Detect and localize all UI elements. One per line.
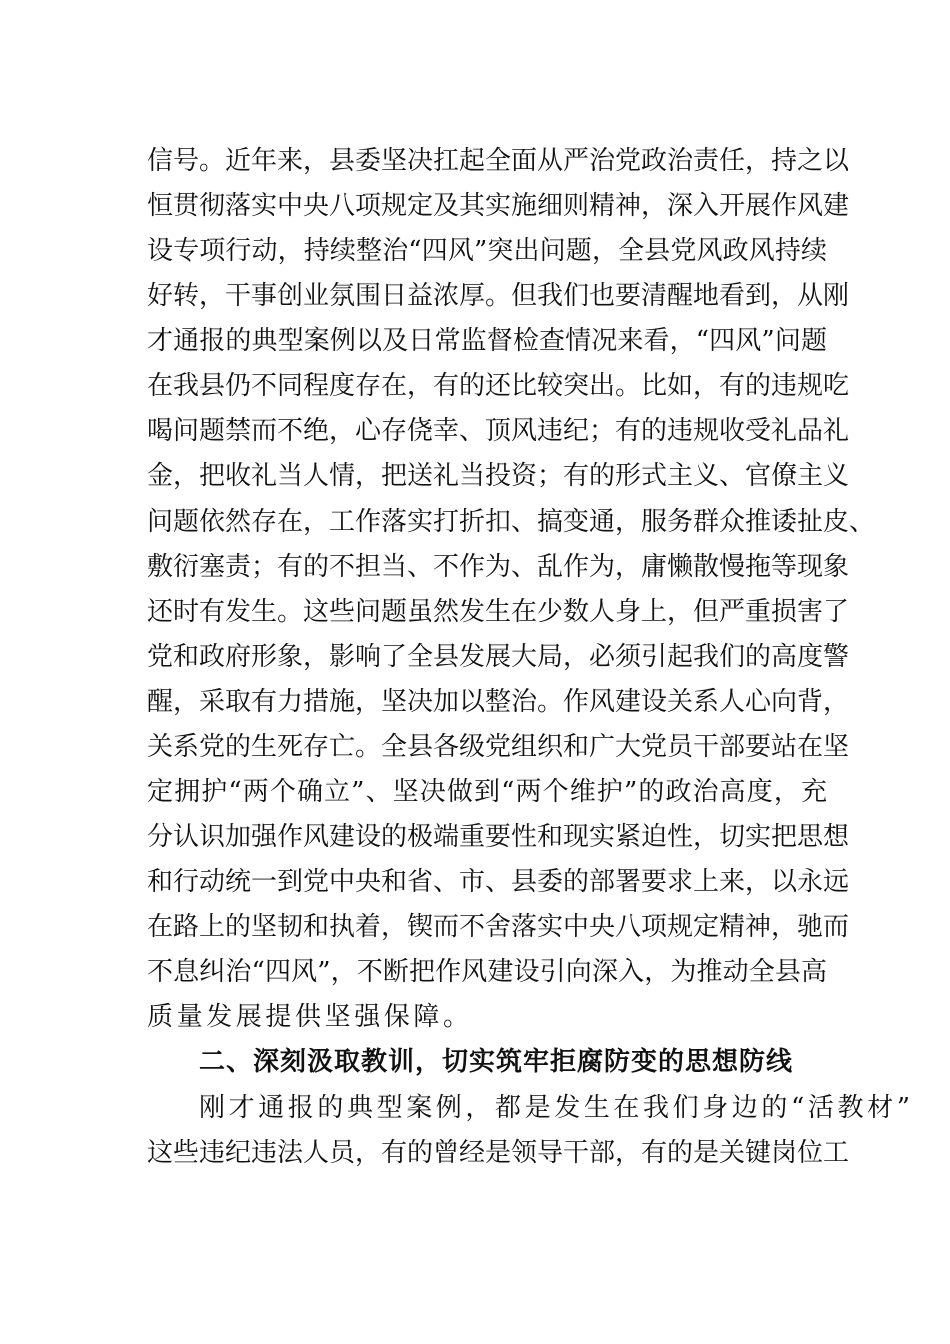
section-heading: 二、深刻汲取教训，切实筑牢拒腐防变的思想防线 [199, 1047, 794, 1077]
body-line: 金，把收礼当人情，把送礼当投资；有的形式主义、官僚主义 [147, 461, 850, 491]
body-line: 好转，干事创业氛围日益浓厚。但我们也要清醒地看到，从刚 [147, 281, 850, 311]
body-line-last: 质量发展提供坚强保障。 [147, 1002, 473, 1032]
body-line: 问题依然存在，工作落实打折扣、搞变通，服务群众推诿扯皮、 [147, 507, 876, 537]
body-line: 信号。近年来，县委坚决扛起全面从严治党政治责任，持之以 [147, 146, 850, 176]
body-line: 和行动统一到党中央和省、市、县委的部署要求上来，以永远 [147, 867, 850, 897]
body-line: 在我县仍不同程度存在，有的还比较突出。比如，有的违规吃 [147, 371, 850, 401]
body-line: 在路上的坚韧和执着，锲而不舍落实中央八项规定精神，驰而 [147, 912, 850, 942]
body-line: 恒贯彻落实中央八项规定及其实施细则精神，深入开展作风建 [147, 191, 850, 221]
body-line: 这些违纪违法人员，有的曾经是领导干部，有的是关键岗位工 [147, 1138, 850, 1168]
body-line: 定拥护“两个确立”、坚决做到“两个维护”的政治高度，充 [147, 777, 827, 807]
body-line: 分认识加强作风建设的极端重要性和现实紧迫性，切实把思想 [147, 822, 850, 852]
body-line: 还时有发生。这些问题虽然发生在少数人身上，但严重损害了 [147, 597, 850, 627]
body-line: 喝问题禁而不绝，心存侥幸、顶风违纪；有的违规收受礼品礼 [147, 416, 850, 446]
body-line: 设专项行动，持续整治“四风”突出问题，全县党风政风持续 [147, 236, 827, 266]
body-line: 不息纠治“四风”，不断把作风建设引向深入，为推动全县高 [147, 957, 827, 987]
body-line: 醒，采取有力措施，坚决加以整治。作风建设关系人心向背， [147, 687, 850, 717]
body-line: 党和政府形象，影响了全县发展大局，必须引起我们的高度警 [147, 642, 850, 672]
body-line: 敷衍塞责；有的不担当、不作为、乱作为，庸懒散慢拖等现象 [147, 552, 850, 582]
body-line: 才通报的典型案例以及日常监督检查情况来看，“四风”问题 [147, 326, 827, 356]
body-line: 关系党的生死存亡。全县各级党组织和广大党员干部要站在坚 [147, 732, 850, 762]
body-line: 刚才通报的典型案例，都是发生在我们身边的“活教材” [199, 1093, 914, 1123]
